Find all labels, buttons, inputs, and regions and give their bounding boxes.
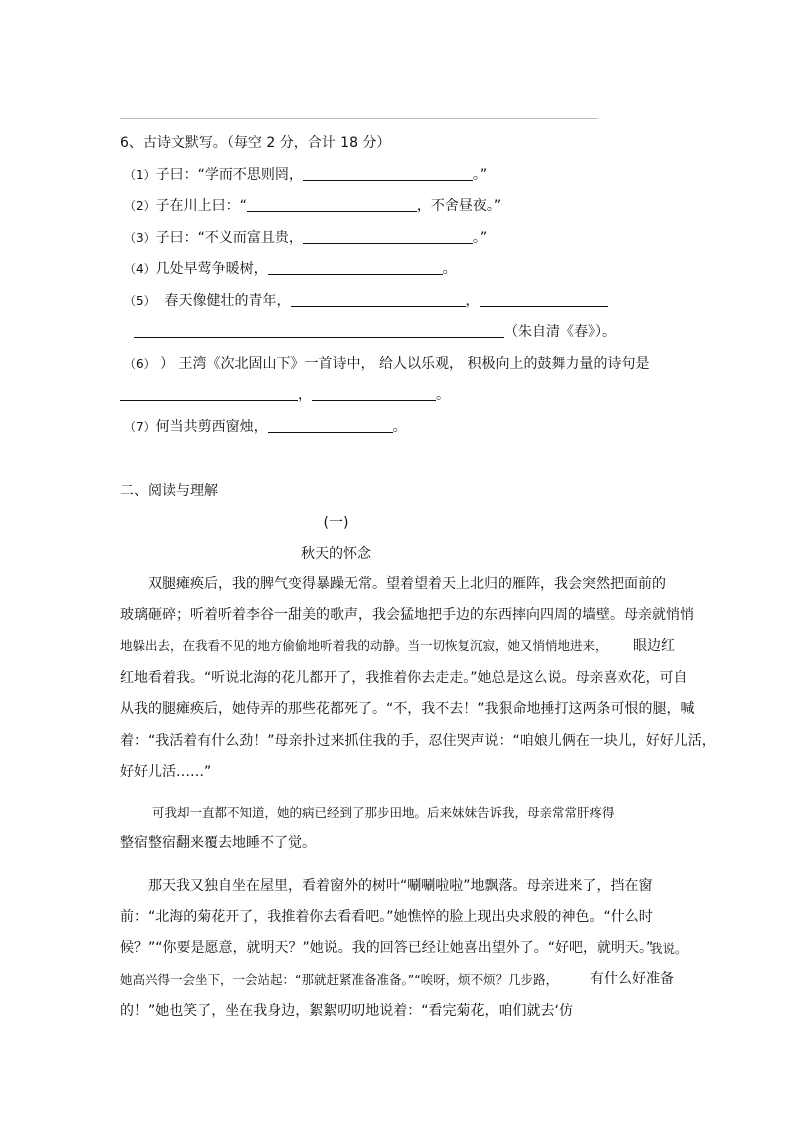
question-number: （4）: [124, 262, 156, 276]
question-text: 。”: [472, 167, 488, 183]
question-text: 。: [442, 261, 457, 277]
question-text: 子曰：“不义而富且贵，: [155, 230, 303, 246]
paragraph-line: 有什么好准备: [590, 971, 674, 987]
question-text: 春天像健壮的青年，: [164, 293, 291, 309]
question-6-cont: [120, 385, 450, 405]
answer-blank[interactable]: [291, 292, 466, 307]
question-1: [124, 165, 487, 185]
paragraph-line: 那天我又独自坐在屋里，看着窗外的树叶“唰唰啦啦”地飘落。母亲进来了，挡在窗: [148, 878, 653, 894]
paragraph-line: 红地看着我。“听说北海的花儿都开了，我推着你去走走。”她总是这么说。母亲喜欢花，可自: [120, 670, 688, 686]
question-number: （3）: [124, 231, 156, 245]
part-label: (一): [323, 515, 349, 531]
paragraph-line: 候？”“你要是愿意，就明天？”她说。我的回答已经让她喜出望外了。“好吧，就明天。”: [120, 940, 654, 956]
paragraph-line: 前：“北海的菊花开了，我推着你去看看吧。”她憔悴的脸上现出央求般的神色。“什么时: [120, 909, 653, 925]
answer-blank[interactable]: [303, 166, 473, 181]
question-text: （朱自清《春》）。: [504, 324, 616, 340]
paragraph-line: 玻璃砸碎；听着听着李谷一甜美的歌声，我会猛地把手边的东西摔向四周的墙壁。母亲就悄悄: [120, 607, 694, 623]
question-text: 何当共剪西窗烛，: [155, 419, 268, 435]
question-text: 。”: [472, 230, 488, 246]
paragraph-line: 着：“我活着有什么劲！”母亲扑过来抓住我的手，忍住哭声说：“咱娘儿俩在一块儿，好好儿活，: [120, 733, 716, 749]
question-text: 。: [392, 419, 407, 435]
question-4: [124, 259, 457, 279]
question-2: [124, 196, 501, 216]
question-6: [124, 354, 649, 374]
paragraph-line: 眼边红: [633, 638, 675, 654]
question-number: （6）: [124, 357, 156, 371]
question-text: 子曰：“学而不思则罔，: [155, 167, 303, 183]
paragraph-line: 可我却一直都不知道，她的病已经到了那步田地。后来妹妹告诉我，母亲常常肝疼得: [152, 805, 615, 820]
question-number: （5）: [124, 294, 156, 308]
question-text: ） 王湾《次北固山下》一首诗中， 给人以乐观， 积极向上的鼓舞力量的诗句是: [160, 356, 650, 372]
question-number: （7）: [124, 420, 156, 434]
answer-blank[interactable]: [312, 386, 436, 401]
article-title: 秋天的怀念: [301, 546, 371, 562]
question-text: 。: [436, 387, 450, 403]
paragraph-line: 我说。: [650, 941, 688, 956]
question-number: （2）: [124, 199, 156, 213]
answer-blank[interactable]: [268, 418, 393, 433]
answer-blank[interactable]: [247, 197, 417, 212]
paragraph-line: 她高兴得一会坐下，一会站起：“那就赶紧准备准备。”“唉呀，烦不烦？几步路，: [120, 972, 559, 987]
question-5-cont: [134, 322, 616, 342]
question-number: （1）: [124, 168, 156, 182]
question-header: 6、古诗文默写。（每空 2 分，合计 18 分）: [120, 135, 391, 151]
section-title: 二、阅读与理解: [120, 483, 218, 499]
header-rule: [120, 118, 598, 119]
paragraph-line: 地躲出去，在我看不见的地方偷偷地听着我的动静。当一切恢复沉寂，她又悄悄地进来，: [120, 638, 608, 653]
question-text: ，: [298, 387, 312, 403]
question-3: [124, 228, 487, 248]
answer-blank[interactable]: [480, 292, 608, 307]
answer-blank[interactable]: [268, 260, 443, 275]
paragraph-line: 双腿瘫痪后，我的脾气变得暴躁无常。望着望着天上北归的雁阵，我会突然把面前的: [148, 576, 666, 592]
question-text: 子在川上曰：“: [155, 198, 247, 214]
question-5: [124, 291, 608, 311]
answer-blank[interactable]: [303, 229, 473, 244]
answer-blank[interactable]: [120, 386, 298, 401]
paragraph-line: 整宿整宿翻来覆去地睡不了觉。: [120, 835, 316, 851]
paragraph-line: 的！”她也笑了，坐在我身边，絮絮叨叨地说着：“看完菊花，咱们就去‘仿: [120, 1003, 573, 1019]
paragraph-line: 从我的腿瘫痪后，她侍弄的那些花都死了。“不，我不去！”我狠命地捶打这两条可恨的腿，喊: [120, 701, 695, 717]
question-7: [124, 417, 407, 437]
question-text: ，: [465, 293, 480, 309]
question-text: 几处早莺争暖树，: [155, 261, 268, 277]
question-text: ，不舍昼夜。”: [416, 198, 502, 214]
paragraph-line: 好好儿活……”: [120, 764, 212, 780]
answer-blank[interactable]: [134, 323, 504, 338]
